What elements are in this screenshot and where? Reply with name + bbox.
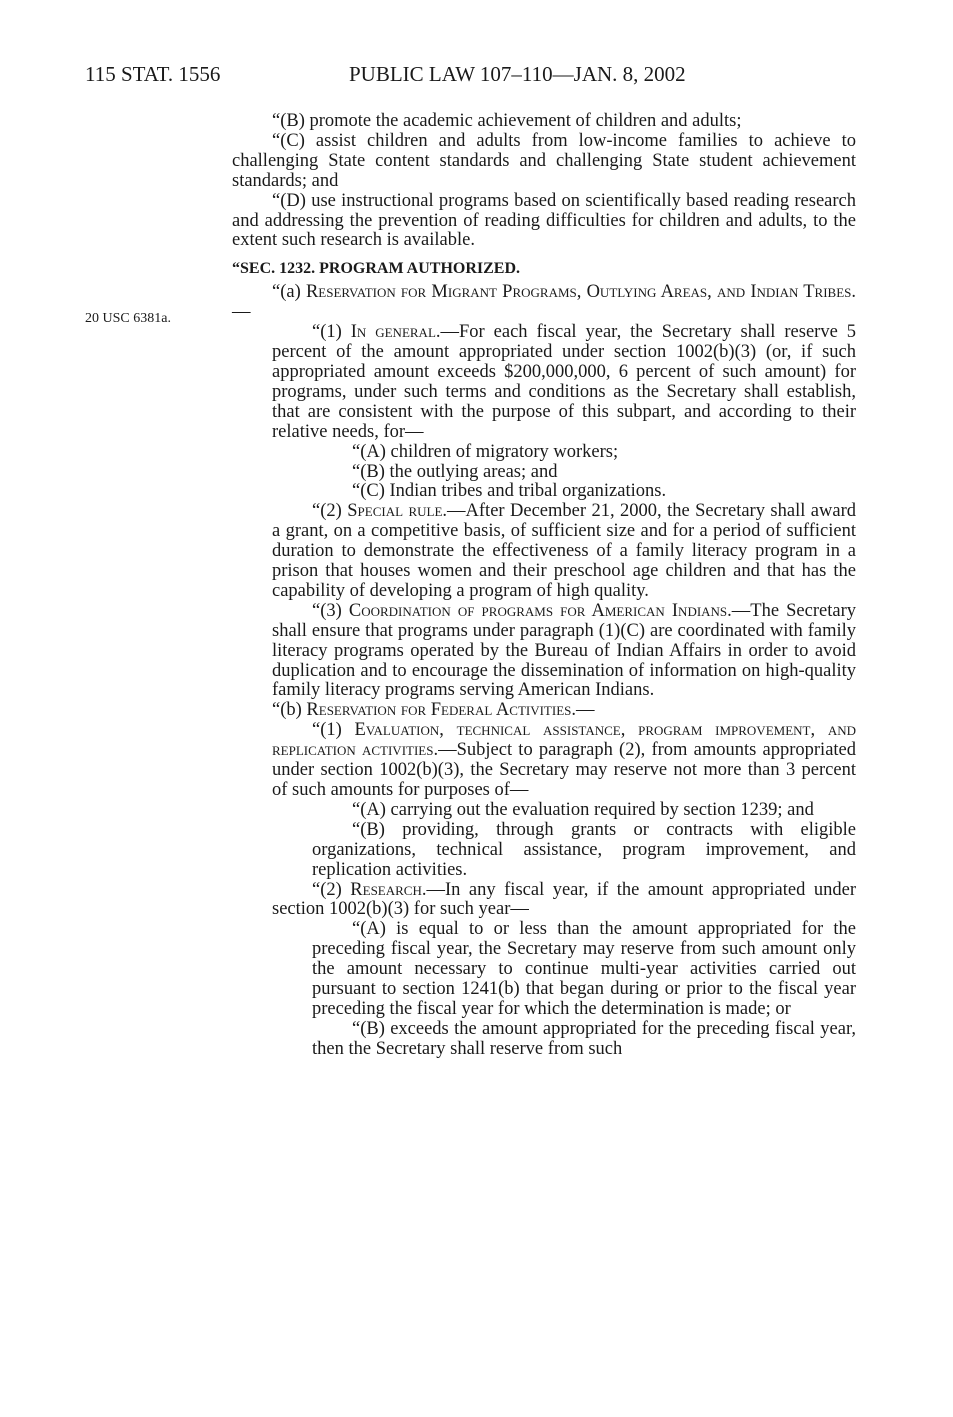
usc-margin-note: 20 USC 6381a.: [85, 311, 171, 326]
item-a1-b: “(B) the outlying areas; and: [352, 461, 558, 482]
clause-c-assist: “(C) assist children and adults from low-income families to achieve to challenging State content standards and challenging State student achievement standards; and: [232, 130, 856, 191]
clause-b-promote: “(B) promote the academic achievement of children and adults;: [272, 111, 742, 131]
paragraph-b2: [232, 881, 856, 921]
subsection-a-prefix: “(a): [272, 282, 306, 303]
paragraph-a3-text: —The Secretary shall ensure that programs under paragraph (1)(C) are coordinated with family literacy programs operated by the Bureau of Indian Affairs in order to avoid duplication and to encourage the dissemination of information on high-quality family literacy programs serving American Indians.: [272, 600, 856, 701]
paragraph-b1-heading: Evaluation, technical assistance, program improvement, and replication activities.: [272, 720, 856, 761]
paragraph-b2-heading: Research.: [350, 879, 427, 900]
subsection-a-title: Reservation for Migrant Programs, Outlying Areas, and Indian Tribes.: [305, 282, 857, 303]
paragraph-a1-prefix: “(1): [312, 322, 351, 343]
paragraph-b2-prefix: “(2): [312, 879, 351, 900]
subsection-b-prefix: “(b): [272, 700, 307, 721]
paragraph-a2-text: —After December 21, 2000, the Secretary shall award a grant, on a competitive basis, of sufficient size and for a period of sufficient duration to demonstrate the effectiveness of a family literacy program in a prison that houses women and their preschool age children and that has the capability of developing a program of high quality.: [272, 501, 856, 601]
paragraph-a3: [232, 602, 856, 702]
paragraph-a1-text: —For each fiscal year, the Secretary shall reserve 5 percent of the amount appropriated under section 1002(b)(3) (or, if such appropriated amount exceeds $200,000,000, 6 percent of such amount) for programs, under such terms and conditions as the Secretary shall establish, that are consistent with the purpose of this subpart, and according to their relative needs, for—: [272, 322, 856, 442]
item-b2-a: “(A) is equal to or less than the amount appropriated for the preceding fiscal year, the Secretary may reserve from such amount only the amount necessary to continue multi-year activities carried out pursuant to section 1241(b) that began during or prior to the fiscal year preceding the fiscal year for which the determination is made; or: [312, 919, 856, 1019]
subsection-b-heading: [232, 701, 856, 721]
paragraph-a2-heading: Special rule.: [347, 501, 448, 522]
item-b1-b: “(B) providing, through grants or contracts with eligible organizations, technical assistance, program improvement, and replication activities.: [312, 819, 856, 880]
paragraph-b1-text: —Subject to paragraph (2), from amounts appropriated under section 1002(b)(3), the Secretary may reserve not more than 3 percent of such amounts for purposes of—: [272, 740, 857, 800]
running-header: [0, 62, 953, 92]
public-law-reference: PUBLIC LAW 107–110—JAN. 8, 2002: [349, 62, 686, 86]
statute-page-reference: 115 STAT. 1556: [85, 62, 221, 86]
paragraph-a1: [232, 323, 856, 442]
subsection-a-dash: —: [232, 302, 251, 323]
item-a1-a: “(A) children of migratory workers;: [352, 441, 619, 462]
paragraph-a1-heading: In general.: [350, 322, 441, 343]
paragraph-a2: [232, 502, 856, 602]
paragraph-b2-text: —In any fiscal year, if the amount appropriated under section 1002(b)(3) for such year—: [272, 879, 856, 920]
paragraph-a3-prefix: “(3): [312, 600, 349, 621]
statute-body: [232, 112, 856, 1060]
clause-d-instruction: “(D) use instructional programs based on scientifically based reading research and addressing the prevention of reading difficulties for children and adults, to the extent such research is available.: [232, 190, 856, 251]
item-b1-a: “(A) carrying out the evaluation required by section 1239; and: [352, 799, 814, 820]
subsection-a-heading: [232, 283, 856, 323]
subsection-b-dash: —: [576, 700, 595, 721]
paragraph-b1-prefix: “(1): [312, 720, 355, 741]
item-a1-c: “(C) Indian tribes and tribal organizations.: [352, 481, 667, 502]
item-b2-b: “(B) exceeds the amount appropriated for the preceding fiscal year, then the Secretary shall reserve from such: [312, 1018, 856, 1059]
subsection-b-title: Reservation for Federal Activities.: [306, 700, 576, 721]
paragraph-b1: [232, 721, 856, 801]
paragraph-a3-heading: Coordination of programs for American Indians.: [348, 600, 732, 621]
paragraph-a2-prefix: “(2): [312, 501, 348, 522]
section-heading: “SEC. 1232. PROGRAM AUTHORIZED.: [232, 260, 521, 278]
